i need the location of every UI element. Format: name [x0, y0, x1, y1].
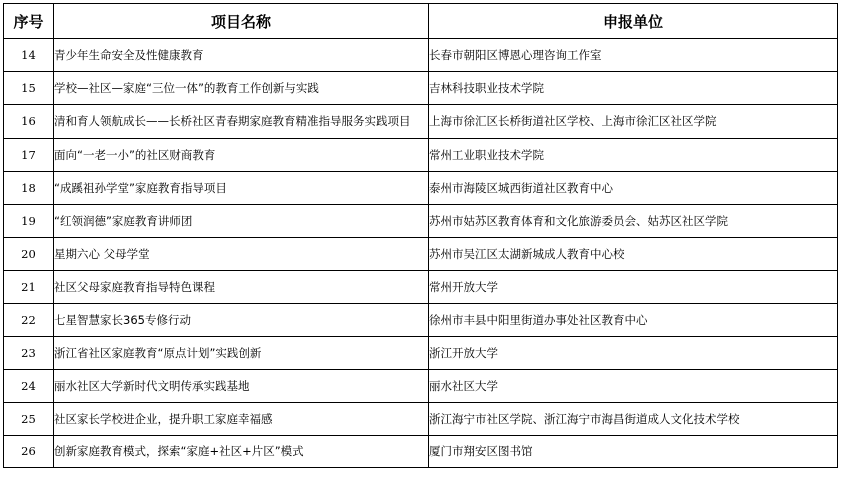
row-project-name: 七星智慧家长365专修行动 [54, 304, 429, 337]
table-row [4, 403, 838, 436]
row-index: 17 [4, 139, 54, 172]
row-applicant: 苏州市姑苏区教育体育和文化旅游委员会、姑苏区社区学院 [429, 205, 838, 238]
row-index: 23 [4, 337, 54, 370]
row-project-name: “红领润德”家庭教育讲师团 [54, 205, 429, 238]
table-row [4, 39, 838, 72]
row-applicant: 丽水社区大学 [429, 370, 838, 403]
row-project-name: 丽水社区大学新时代文明传承实践基地 [54, 370, 429, 403]
row-index: 21 [4, 271, 54, 304]
row-index: 16 [4, 105, 54, 139]
row-applicant: 厦门市翔安区图书馆 [429, 436, 838, 468]
row-project-name: “成蹊祖孙学堂”家庭教育指导项目 [54, 172, 429, 205]
table-row [4, 304, 838, 337]
table-row [4, 172, 838, 205]
row-applicant: 常州工业职业技术学院 [429, 139, 838, 172]
row-project-name: 学校—社区—家庭“三位一体”的教育工作创新与实践 [54, 72, 429, 105]
header-applicant: 申报单位 [429, 4, 838, 39]
table-row [4, 139, 838, 172]
row-index: 18 [4, 172, 54, 205]
row-applicant: 吉林科技职业技术学院 [429, 72, 838, 105]
row-project-name: 青少年生命安全及性健康教育 [54, 39, 429, 72]
row-index: 19 [4, 205, 54, 238]
row-index: 15 [4, 72, 54, 105]
row-index: 14 [4, 39, 54, 72]
header-index: 序号 [4, 4, 54, 39]
row-applicant: 常州开放大学 [429, 271, 838, 304]
project-table [3, 3, 838, 468]
table-row [4, 238, 838, 271]
table-row [4, 105, 838, 139]
row-applicant: 泰州市海陵区城西街道社区教育中心 [429, 172, 838, 205]
table-row [4, 271, 838, 304]
table-row [4, 72, 838, 105]
row-project-name: 创新家庭教育模式，探索“家庭+社区+片区”模式 [54, 436, 429, 468]
table-row [4, 436, 838, 468]
row-project-name: 社区家长学校进企业，提升职工家庭幸福感 [54, 403, 429, 436]
header-project-name: 项目名称 [54, 4, 429, 39]
row-applicant: 上海市徐汇区长桥街道社区学校、上海市徐汇区社区学院 [429, 105, 838, 139]
row-index: 25 [4, 403, 54, 436]
row-project-name: 面向“一老一小”的社区财商教育 [54, 139, 429, 172]
row-project-name: 星期六心 父母学堂 [54, 238, 429, 271]
row-index: 26 [4, 436, 54, 468]
row-applicant: 苏州市吴江区太湖新城成人教育中心校 [429, 238, 838, 271]
row-applicant: 长春市朝阳区博恩心理咨询工作室 [429, 39, 838, 72]
header-row [4, 4, 838, 39]
row-applicant: 浙江开放大学 [429, 337, 838, 370]
table-row [4, 337, 838, 370]
row-index: 22 [4, 304, 54, 337]
row-index: 20 [4, 238, 54, 271]
row-index: 24 [4, 370, 54, 403]
row-applicant: 浙江海宁市社区学院、浙江海宁市海昌街道成人文化技术学校 [429, 403, 838, 436]
table-row [4, 370, 838, 403]
row-applicant: 徐州市丰县中阳里街道办事处社区教育中心 [429, 304, 838, 337]
table-row [4, 205, 838, 238]
row-project-name: 社区父母家庭教育指导特色课程 [54, 271, 429, 304]
row-project-name: 浙江省社区家庭教育“原点计划”实践创新 [54, 337, 429, 370]
row-project-name: 清和育人领航成长——长桥社区青春期家庭教育精准指导服务实践项目 [54, 105, 429, 139]
